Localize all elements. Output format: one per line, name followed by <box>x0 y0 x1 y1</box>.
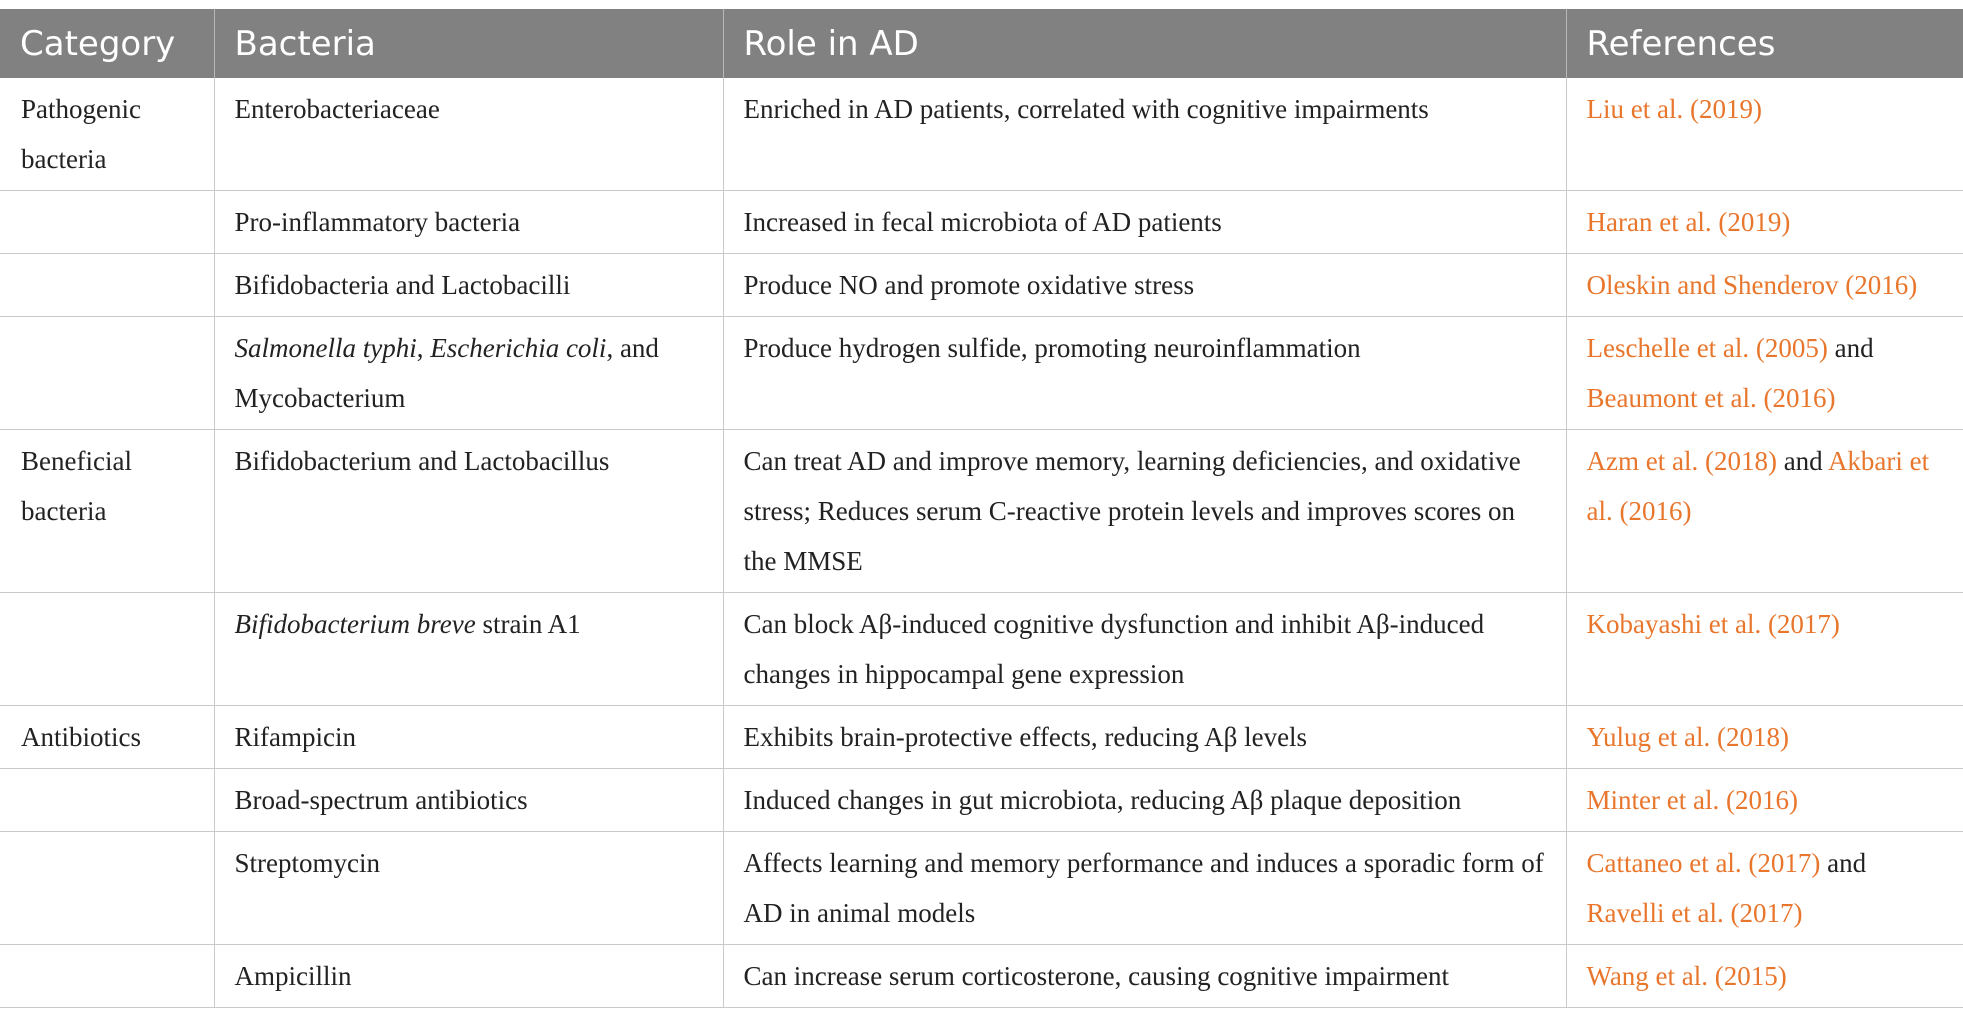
table-row <box>0 191 1963 254</box>
reference-link[interactable]: Kobayashi et al. (2017) <box>1586 609 1840 639</box>
category-cell: Pathogenic bacteria <box>0 78 214 191</box>
references-cell <box>1566 706 1963 769</box>
references-cell <box>1566 254 1963 317</box>
category-cell <box>0 593 214 706</box>
bacteria-italic-name: Bifidobacterium breve <box>234 609 476 639</box>
reference-link[interactable]: Haran et al. (2019) <box>1586 207 1791 237</box>
table-row <box>0 769 1963 832</box>
header-role: Role in AD <box>723 9 1566 78</box>
references-cell <box>1566 832 1963 945</box>
table-row <box>0 593 1963 706</box>
category-cell <box>0 254 214 317</box>
reference-link[interactable]: Cattaneo et al. (2017) <box>1586 848 1821 878</box>
role-cell: Can increase serum corticosterone, causing cognitive impairment <box>723 945 1566 1008</box>
role-cell: Enriched in AD patients, correlated with cognitive impairments <box>723 78 1566 191</box>
references-cell <box>1566 593 1963 706</box>
header-references: References <box>1566 9 1963 78</box>
references-cell <box>1566 191 1963 254</box>
category-cell: Beneficial bacteria <box>0 430 214 593</box>
bacteria-italic-name: Salmonella typhi <box>234 333 417 363</box>
reference-link[interactable]: Beaumont et al. (2016) <box>1586 383 1836 413</box>
bacteria-text: , and Mycobacterium <box>234 333 659 413</box>
reference-link[interactable]: Ravelli et al. (2017) <box>1586 898 1803 928</box>
reference-link[interactable]: Liu et al. (2019) <box>1586 94 1762 124</box>
role-cell: Increased in fecal microbiota of AD patients <box>723 191 1566 254</box>
table-row <box>0 317 1963 430</box>
role-cell: Exhibits brain-protective effects, reducing Aβ levels <box>723 706 1566 769</box>
role-cell: Can treat AD and improve memory, learning deficiencies, and oxidative stress; Reduces serum C-reactive protein levels and improves scores on the MMSE <box>723 430 1566 593</box>
category-cell <box>0 832 214 945</box>
bacteria-text: strain A1 <box>475 609 581 639</box>
references-cell <box>1566 945 1963 1008</box>
references-cell <box>1566 769 1963 832</box>
bacteria-italic-name: Escherichia coli <box>430 333 607 363</box>
reference-link[interactable]: Azm et al. (2018) <box>1586 446 1777 476</box>
bacteria-cell: Rifampicin <box>214 706 723 769</box>
role-cell: Can block Aβ-induced cognitive dysfunction and inhibit Aβ-induced changes in hippocampal gene expression <box>723 593 1566 706</box>
reference-link[interactable]: Minter et al. (2016) <box>1586 785 1798 815</box>
role-cell: Affects learning and memory performance and induces a sporadic form of AD in animal models <box>723 832 1566 945</box>
bacteria-cell: Broad-spectrum antibiotics <box>214 769 723 832</box>
table-row <box>0 254 1963 317</box>
ad-bacteria-table <box>0 9 1963 1008</box>
table-row <box>0 430 1963 593</box>
table-row <box>0 78 1963 191</box>
role-cell: Produce hydrogen sulfide, promoting neuroinflammation <box>723 317 1566 430</box>
reference-conjunction: and <box>1827 333 1874 363</box>
reference-link[interactable]: Wang et al. (2015) <box>1586 961 1787 991</box>
category-cell <box>0 191 214 254</box>
bacteria-cell: Pro-inflammatory bacteria <box>214 191 723 254</box>
role-cell: Produce NO and promote oxidative stress <box>723 254 1566 317</box>
bacteria-cell <box>214 593 723 706</box>
table-row <box>0 706 1963 769</box>
bacteria-cell: Enterobacteriaceae <box>214 78 723 191</box>
reference-link[interactable]: Leschelle et al. (2005) <box>1586 333 1828 363</box>
header-category: Category <box>0 9 214 78</box>
table-body <box>0 78 1963 1008</box>
references-cell <box>1566 78 1963 191</box>
references-cell <box>1566 317 1963 430</box>
reference-conjunction: and <box>1820 848 1867 878</box>
bacteria-separator: , <box>416 333 431 363</box>
role-cell: Induced changes in gut microbiota, reducing Aβ plaque deposition <box>723 769 1566 832</box>
table-header <box>0 9 1963 78</box>
category-cell <box>0 769 214 832</box>
table-container <box>0 9 1963 1008</box>
bacteria-cell: Bifidobacterium and Lactobacillus <box>214 430 723 593</box>
category-cell: Antibiotics <box>0 706 214 769</box>
reference-conjunction: and <box>1776 446 1828 476</box>
category-cell <box>0 945 214 1008</box>
reference-link[interactable]: Akbari et al. (2016) <box>1586 446 1930 526</box>
bacteria-cell: Bifidobacteria and Lactobacilli <box>214 254 723 317</box>
table-row <box>0 832 1963 945</box>
reference-link[interactable]: Yulug et al. (2018) <box>1586 722 1789 752</box>
references-cell <box>1566 430 1963 593</box>
bacteria-cell: Ampicillin <box>214 945 723 1008</box>
category-cell <box>0 317 214 430</box>
header-row <box>0 9 1963 78</box>
bacteria-cell <box>214 317 723 430</box>
header-bacteria: Bacteria <box>214 9 723 78</box>
bacteria-cell: Streptomycin <box>214 832 723 945</box>
table-row <box>0 945 1963 1008</box>
reference-link[interactable]: Oleskin and Shenderov (2016) <box>1586 270 1918 300</box>
